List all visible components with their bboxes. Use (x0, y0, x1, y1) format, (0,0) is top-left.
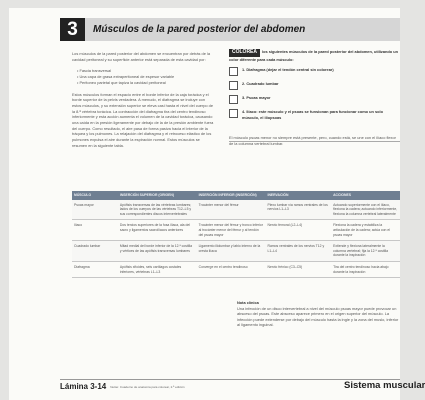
checkbox-icon[interactable] (229, 81, 238, 90)
table-cell: Mitad medial del borde inferior de la 12.ª costilla y vértices de las apófisis transversas lumbares (118, 241, 197, 262)
table-cell: Dos tercios superiores de la fosa ilíaca, ala del sacro y ligamentos sacroilíacos anteriores (118, 220, 197, 241)
table-cell: Ligamento iliolumbar y labio interno de la cresta ilíaca (197, 241, 266, 262)
table-cell: Flexiona la cadera y estabiliza la articulación de la cadera; actúa con el psoas mayor (331, 220, 400, 241)
page-title: Músculos de la pared posterior del abdomen (93, 24, 306, 35)
table-cell: Converge en el centro tendinoso (197, 261, 266, 277)
table-cell: Ilíaco (72, 220, 118, 241)
page (9, 8, 425, 400)
checkbox-icon[interactable] (229, 109, 238, 118)
clinical-note-text: Una infección de un disco intervertebral a nivel del músculo psoas mayor puede provocar un absceso del psoas. Este absceso aparece primero en el origen superior del músculo. La infección puede extenderse por debajo del músculo hasta la ingle y la zona del muslo, inferior al ligamento inguinal. (237, 305, 399, 328)
clinical-note-title: Nota clínica (237, 300, 259, 305)
checklist-label: 1. Diafragma (dejar el tendón central sin colorear) (242, 67, 334, 73)
colorea-label: COLOREA (229, 49, 260, 57)
footer-plate (60, 382, 185, 391)
table-header-row (72, 191, 400, 200)
chapter-number: 3 (60, 18, 85, 41)
table-cell: Apófisis transversas de las vértebras lumbares; lados de los cuerpos de las vértebras T12–L5 y sus correspondientes discos intervertebrales (118, 200, 197, 220)
checklist-label: 3. Psoas mayor (242, 95, 271, 101)
muscle-table (72, 191, 400, 278)
table-row (72, 220, 400, 241)
checklist-item[interactable] (229, 81, 400, 90)
checklist-item[interactable] (229, 67, 400, 76)
table-cell: Apófisis xifoides, seis cartílagos costales inferiores, vértebras L1–L3 (118, 261, 197, 277)
table-cell: Ramos ventrales de los nervios T12 y L1–L4 (266, 241, 332, 262)
bullet-list (72, 68, 215, 85)
table-header: INERVACIÓN (266, 191, 332, 200)
table-cell: Nervio femoral (L2–L4) (266, 220, 332, 241)
colorea-text: los siguientes músculos de la pared posterior del abdomen, utilizando un color diferente para cada músculo: (229, 49, 398, 62)
table-header: INSERCIÓN SUPERIOR (ORIGEN) (118, 191, 197, 200)
table-row (72, 200, 400, 220)
table-cell: Actuando superiormente con el ilíaco, flexiona la cadera; actuando inferiormente, flexiona la columna vertebral lateralmente (331, 200, 400, 220)
intro-paragraph: Los músculos de la pared posterior del abdomen se encuentran por detrás de la cavidad peritoneal y su superficie anterior está separada de esta cavidad por: (72, 51, 210, 62)
checklist-item[interactable] (229, 95, 400, 104)
bullet-item: • Fascia transversal (77, 68, 215, 74)
checklist-label: 4. Ilíaco: este músculo y el psoas se funsionan para funcionar como un solo músculo, el iliopsoas (242, 109, 383, 121)
table-row (72, 261, 400, 277)
checklist-label: 2. Cuadrado lumbar (242, 81, 279, 87)
coloring-column (229, 49, 400, 150)
table-header: MÚSCULO (72, 191, 118, 200)
divider (229, 141, 400, 142)
table-header: INSERCIÓN INFERIOR (INSERCIÓN) (197, 191, 266, 200)
clinical-note (237, 300, 400, 328)
table-row (72, 241, 400, 262)
checklist-item[interactable] (229, 109, 400, 120)
bullet-item: • Una capa de grasa extraperitoneal de espesor variable (77, 74, 215, 80)
table-cell: Trocánter menor del fémur (197, 200, 266, 220)
coloring-instructions (229, 49, 400, 62)
table-cell: Cuadrado lumbar (72, 241, 118, 262)
table-cell: Psoas mayor (72, 200, 118, 220)
checkbox-icon[interactable] (229, 67, 238, 76)
table-cell: Trocánter menor del fémur y tronco inferior al trocánter menor del fémur y al tendón del psoas mayor (197, 220, 266, 241)
plate-number: Lámina 3-14 (60, 382, 107, 391)
table-cell: Extiende y flexiona lateralmente la columna vertebral; fija la 12.ª costilla durante la inspiración (331, 241, 400, 262)
checkbox-icon[interactable] (229, 95, 238, 104)
footer-section: Sistema muscular (344, 380, 425, 391)
psoas-menor-note: El músculo psoas menor no siempre está presente, pero, cuando está, se une con el ilíaco flexor de la columna vertebral lumbar. (229, 134, 396, 146)
body-paragraph: Estos músculos forman el espacio entre el borde inferior de la caja torácica y el borde superior de la pelvis verdadera. A menudo, el diafragma se incluye con estos músculos, y su extensión superior se eleva casi hasta el nivel del cuerpo de la 8.ª vértebra torácica. La contracción del diafragma tira del centro tendinoso inferiormente y esta acción aumenta el volumen de la cavidad torácica, causando una caída en la presión ligeramente por debajo de la de la presión ambiente fuera del cuerpo. Como resultado, el aire pasa de forma pasiva hacia el interior de la tráquea y los pulmones. La relajación del diafragma y el retroceso elástico de los pulmones expulsa el aire durante la espiración normal. Estos músculos se resumen en la siguiente tabla. (72, 91, 214, 148)
bullet-item: • Peritoneo parietal que tapiza la cavidad peritoneal (77, 80, 215, 86)
table-cell: Nervio frénico (C3–C5) (266, 261, 332, 277)
table-cell: Plexo lumbar vía ramos ventrales de los nervios L1–L3 (266, 200, 332, 220)
table-header: ACCIONES (331, 191, 400, 200)
intro-column (72, 51, 215, 155)
table-cell: Diafragma (72, 261, 118, 277)
table-cell: Tira del centro tendinoso hacia abajo durante la inspiración (331, 261, 400, 277)
footer-citation: Netter. Cuaderno de anatomía para colorear, 2.ª edición (110, 384, 185, 389)
